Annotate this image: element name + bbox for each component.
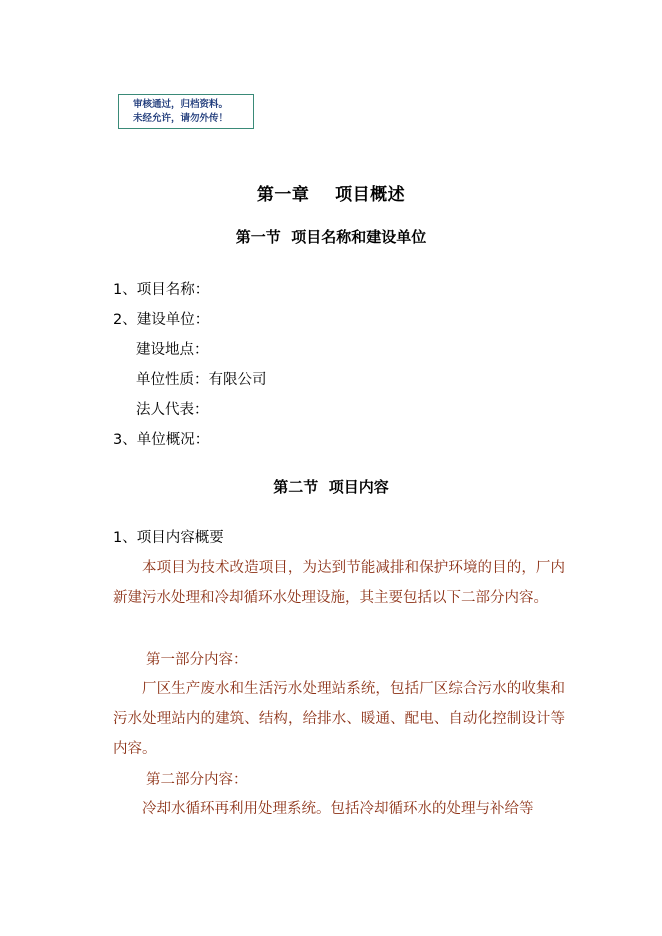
part-1-label: 第一部分内容： [146,652,248,668]
item-company-overview: 3、单位概况： [113,432,210,448]
chapter-title: 第一章 项目概述 [256,185,406,205]
item-builder: 2、建设单位： [113,312,210,328]
part-2-paragraph: 冷却水循环再利用处理系统。包括冷却循环水的处理与补给等 [142,801,534,817]
item-company-type: 单位性质：有限公司 [136,372,267,388]
project-summary-heading: 1、项目内容概要 [113,530,224,546]
section-1-title: 第一节 项目名称和建设单位 [235,228,427,246]
part-2-label: 第二部分内容： [146,772,248,788]
item-location: 建设地点： [136,342,209,358]
part-1-paragraph: 厂区生产废水和生活污水处理站系统，包括厂区综合污水的收集和污水处理站内的建筑、结构，给排水、暖通、配电、自动化控制设计等内容。 [113,681,565,757]
item-project-name: 1、项目名称： [113,282,210,298]
intro-paragraph: 本项目为技术改造项目，为达到节能减排和保护环境的目的，厂内新建污水处理和冷却循环水处理设施，其主要包括以下二部分内容。 [113,560,565,606]
item-legal-rep: 法人代表： [136,402,209,418]
stamp-line-2: 未经允许，请勿外传！ [133,113,229,124]
approval-stamp [118,94,254,129]
stamp-line-1: 审核通过，归档资料。 [133,99,229,110]
section-2-title: 第二节 项目内容 [273,478,389,496]
